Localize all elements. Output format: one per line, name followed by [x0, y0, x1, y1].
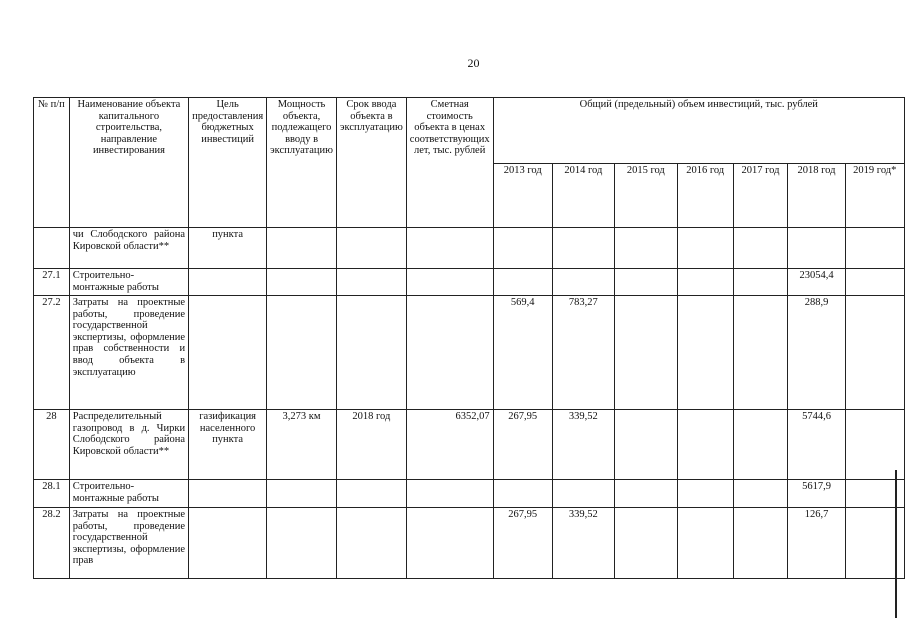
row-term: 2018 год	[336, 410, 406, 480]
header-goal: Цель предоставления бюджетных инвестиций	[189, 98, 267, 228]
header-name: Наименование объекта капитального строительства, направление инвестирования	[69, 98, 188, 228]
row-2016	[677, 296, 733, 410]
row-2019	[845, 410, 904, 480]
table-row	[34, 508, 905, 579]
row-2019	[845, 228, 904, 269]
header-year: 2013 год	[493, 164, 552, 228]
header-term: Срок ввода объекта в эксплуатацию	[336, 98, 406, 228]
row-2017	[733, 410, 788, 480]
header-num: № п/п	[34, 98, 70, 228]
row-2015	[614, 410, 677, 480]
row-capacity: 3,273 км	[267, 410, 337, 480]
row-2014: 339,52	[552, 508, 614, 579]
row-2018: 23054,4	[788, 269, 845, 296]
row-2014	[552, 269, 614, 296]
row-cost	[406, 296, 493, 410]
row-goal: газификация населенного пункта	[189, 410, 267, 480]
page-number: 20	[467, 56, 480, 70]
row-cost	[406, 228, 493, 269]
header-capacity: Мощность объекта, подлежащего вводу в эксплуатацию	[267, 98, 337, 228]
row-capacity	[267, 508, 337, 579]
row-term	[336, 296, 406, 410]
header-row	[34, 98, 905, 164]
row-2016	[677, 269, 733, 296]
row-term	[336, 228, 406, 269]
header-total-investment: Общий (предельный) объем инвестиций, тыс. рублей	[493, 98, 904, 164]
investment-table	[33, 97, 905, 579]
row-name: Строительно-монтажные работы	[69, 269, 188, 296]
row-capacity	[267, 228, 337, 269]
row-2016	[677, 410, 733, 480]
row-term	[336, 480, 406, 508]
row-cost: 6352,07	[406, 410, 493, 480]
row-2016	[677, 480, 733, 508]
row-capacity	[267, 480, 337, 508]
header-year: 2015 год	[614, 164, 677, 228]
row-2016	[677, 228, 733, 269]
row-cost	[406, 480, 493, 508]
row-2013	[493, 269, 552, 296]
table-row	[34, 296, 905, 410]
row-2015	[614, 269, 677, 296]
row-2018: 5617,9	[788, 480, 845, 508]
row-2015	[614, 228, 677, 269]
row-2019	[845, 296, 904, 410]
row-capacity	[267, 296, 337, 410]
row-2017	[733, 269, 788, 296]
row-2013: 267,95	[493, 410, 552, 480]
row-name: Строительно-монтажные работы	[69, 480, 188, 508]
row-num: 27.2	[34, 296, 70, 410]
header-year: 2019 год*	[845, 164, 904, 228]
row-goal	[189, 269, 267, 296]
row-2019	[845, 269, 904, 296]
header-year: 2016 год	[677, 164, 733, 228]
row-goal	[189, 508, 267, 579]
table-row	[34, 269, 905, 296]
row-2015	[614, 508, 677, 579]
row-2017	[733, 296, 788, 410]
header-year: 2018 год	[788, 164, 845, 228]
table-row	[34, 480, 905, 508]
row-2013: 267,95	[493, 508, 552, 579]
row-goal: пункта	[189, 228, 267, 269]
row-2016	[677, 508, 733, 579]
row-2014: 339,52	[552, 410, 614, 480]
row-2014	[552, 480, 614, 508]
row-goal	[189, 480, 267, 508]
row-2017	[733, 508, 788, 579]
row-goal	[189, 296, 267, 410]
row-term	[336, 269, 406, 296]
row-2017	[733, 228, 788, 269]
row-2015	[614, 296, 677, 410]
row-cost	[406, 269, 493, 296]
header-year: 2014 год	[552, 164, 614, 228]
row-name: Затраты на проектные работы, проведение государственной экспертизы, оформление прав собственности и ввод объекта в эксплуатацию	[69, 296, 188, 410]
row-name: Распределительный газопровод в д. Чирки Слободского района Кировской области**	[69, 410, 188, 480]
table-row	[34, 228, 905, 269]
row-2013	[493, 480, 552, 508]
row-2013: 569,4	[493, 296, 552, 410]
header-year: 2017 год	[733, 164, 788, 228]
row-2017	[733, 480, 788, 508]
row-cost	[406, 508, 493, 579]
row-num	[34, 228, 70, 269]
row-capacity	[267, 269, 337, 296]
scan-edge-line	[895, 470, 897, 618]
row-2018	[788, 228, 845, 269]
table-row	[34, 410, 905, 480]
row-term	[336, 508, 406, 579]
row-name: Затраты на проектные работы, проведение государственной экспертизы, оформление прав	[69, 508, 188, 579]
row-2018: 5744,6	[788, 410, 845, 480]
row-2015	[614, 480, 677, 508]
row-name: чи Слободского района Кировской области**	[69, 228, 188, 269]
row-2018: 288,9	[788, 296, 845, 410]
row-2013	[493, 228, 552, 269]
row-2014	[552, 228, 614, 269]
header-cost: Сметная стоимость объекта в ценах соответствующих лет, тыс. рублей	[406, 98, 493, 228]
row-num: 28.2	[34, 508, 70, 579]
row-num: 28.1	[34, 480, 70, 508]
row-2018: 126,7	[788, 508, 845, 579]
row-2014: 783,27	[552, 296, 614, 410]
row-num: 27.1	[34, 269, 70, 296]
row-num: 28	[34, 410, 70, 480]
